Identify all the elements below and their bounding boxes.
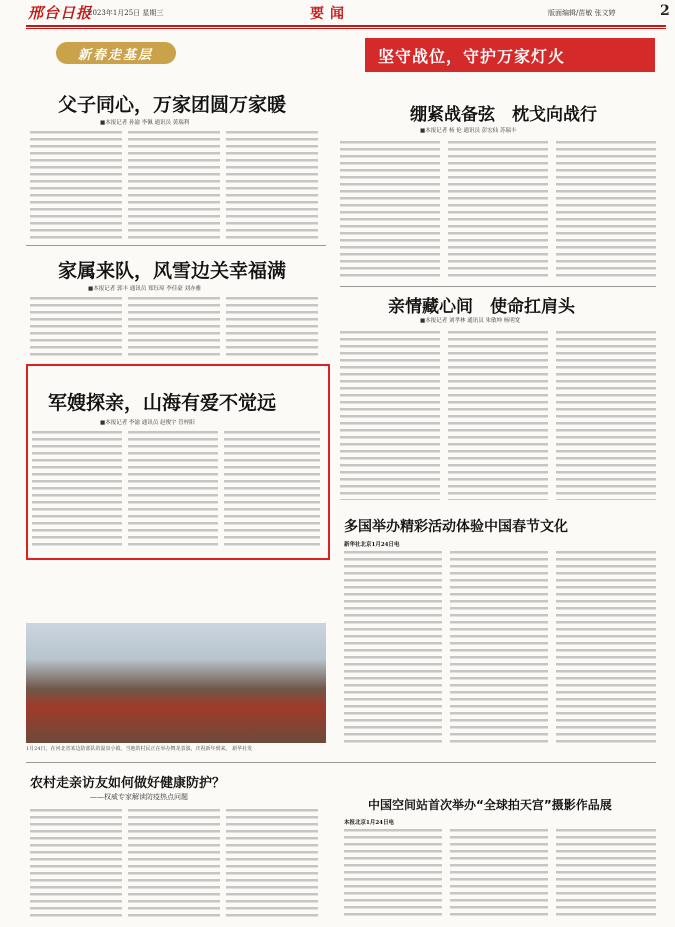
article-4-col-1 [340,140,440,280]
article-1-col-3 [226,130,318,240]
article-3-col-2 [128,430,218,550]
article-8-col-1 [344,828,442,920]
article-4-byline: ■本报记者 杨 伦 通讯员 彭宏仙 苏瑞丰 [420,128,517,134]
news-photo [26,623,326,743]
article-4-headline: 绷紧战备弦 枕戈向战行 [410,105,597,125]
article-2-col-2 [128,296,220,358]
article-2-byline: ■本报记者 郭丰 通讯员 郑钰璋 李佳豪 刘亦雅 [88,286,201,292]
article-3-headline: 军嫂探亲，山海有爱不觉远 [48,392,277,414]
article-8-col-2 [450,828,548,920]
article-7-subtitle: ——权威专家解读防疫热点问题 [90,793,188,801]
article-6-col-3 [556,550,656,745]
masthead [0,0,675,26]
article-2-col-3 [226,296,318,358]
article-2-headline: 家属来队，风雪边关幸福满 [58,260,287,282]
divider [26,245,326,246]
header-rule [26,25,666,27]
article-5-col-1 [340,330,440,500]
article-1-col-2 [128,130,220,240]
article-8-dateline: 本报北京1月24日电 [344,820,394,826]
article-5-headline: 亲情藏心间 使命扛肩头 [388,297,575,317]
article-3-byline: ■本报记者 李渝 通讯员 赵俊宇 管梓阳 [100,420,195,426]
feature-banner-title: 坚守战位，守护万家灯火 [378,47,566,66]
newspaper-logo: 邢台日报 [28,4,93,22]
divider [340,286,656,287]
article-5-col-2 [448,330,548,500]
article-5-byline: ■本报记者 刘孝林 通讯员 朱敏坤 杨明宽 [420,318,521,324]
article-1-headline: 父子同心，万家团圆万家暖 [58,94,287,116]
article-7-headline: 农村走亲访友如何做好健康防护？ [30,776,226,791]
article-6-col-2 [450,550,548,745]
article-8-headline: 中国空间站首次举办“全球拍天宫”摄影作品展 [368,798,612,812]
article-1-byline: ■本报记者 孙渝 李佩 通讯员 黄瑞利 [100,120,190,126]
article-6-headline: 多国举办精彩活动体验中国春节文化 [344,519,568,535]
divider [26,762,656,763]
article-5-col-3 [556,330,656,500]
article-7-col-1 [30,808,122,920]
issue-date: 2023年1月25日 星期三 [88,9,164,17]
article-2-col-1 [30,296,122,358]
article-7-col-3 [226,808,318,920]
page-number: 2 [660,3,670,19]
article-6-dateline: 新华社北京1月24日电 [344,542,400,548]
section-title: 要闻 [310,6,350,22]
article-7-col-2 [128,808,220,920]
article-4-col-2 [448,140,548,280]
article-8-col-3 [556,828,656,920]
article-4-col-3 [556,140,656,280]
article-3-col-1 [32,430,122,550]
article-3-col-3 [224,430,320,550]
header-rule-thin [26,28,666,29]
column-badge-label: 新春走基层 [78,48,154,63]
article-1-col-1 [30,130,122,240]
photo-caption: 1月24日，在河北省某边防部队的温泉小镇，当地的村民正在举办舞龙表演，庆祝新年到来。 新华社发 [26,746,253,752]
editor-credit: 版面编辑/苗敏 张文婷 [548,9,616,17]
article-6-col-1 [344,550,442,745]
